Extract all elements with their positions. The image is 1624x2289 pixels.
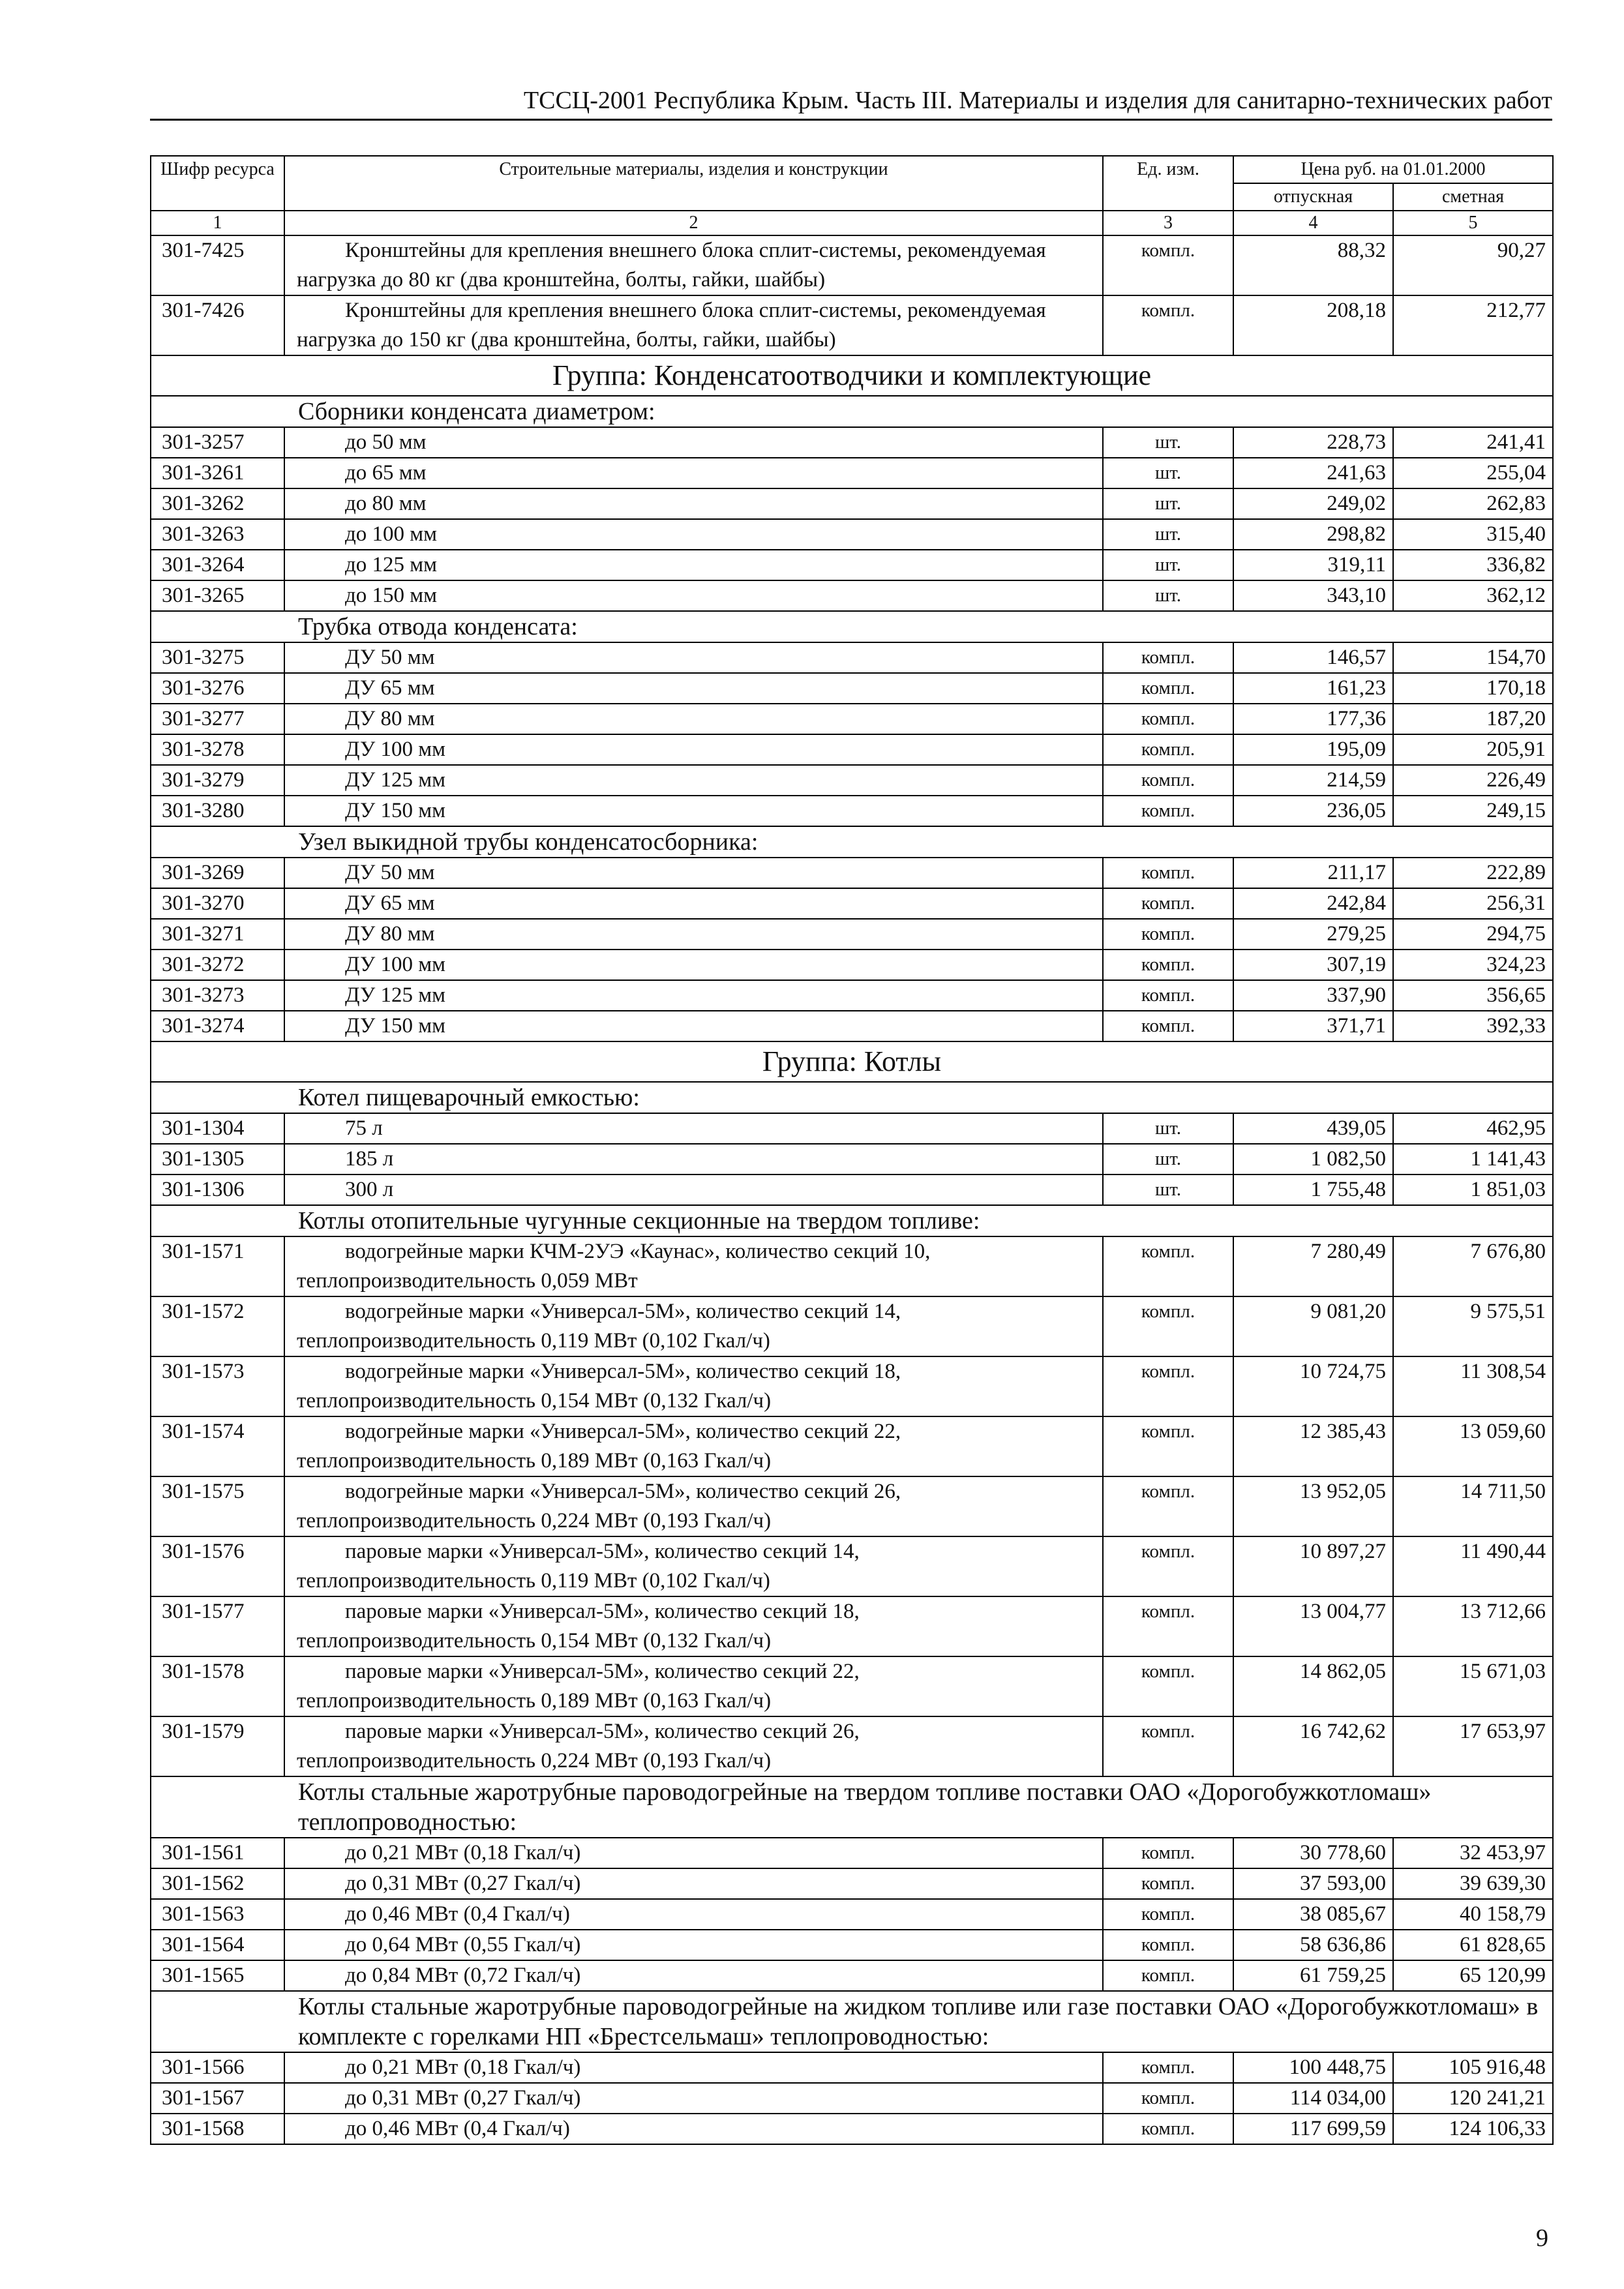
item-description: 75 л	[284, 1113, 1103, 1144]
release-price: 161,23	[1233, 673, 1393, 704]
subgroup-heading: Узел выкидной трубы конденсатосборника:	[151, 826, 1553, 858]
unit-of-measure: компл.	[1103, 796, 1233, 826]
unit-of-measure: компл.	[1103, 1536, 1233, 1596]
release-price: 114 034,00	[1233, 2083, 1393, 2114]
estimate-price: 13 059,60	[1393, 1416, 1553, 1476]
item-description: до 0,46 МВт (0,4 Гкал/ч)	[284, 1899, 1103, 1930]
release-price: 343,10	[1233, 580, 1393, 611]
item-description: ДУ 150 мм	[284, 796, 1103, 826]
estimate-price: 212,77	[1393, 295, 1553, 355]
estimate-price: 105 916,48	[1393, 2052, 1553, 2083]
group-heading: Группа: Конденсатоотводчики и комплектующие	[151, 355, 1553, 396]
unit-of-measure: шт.	[1103, 488, 1233, 519]
item-description: ДУ 65 мм	[284, 673, 1103, 704]
estimate-price: 336,82	[1393, 550, 1553, 580]
resource-code: 301-7426	[151, 295, 284, 355]
estimate-price: 90,27	[1393, 235, 1553, 295]
estimate-price: 1 141,43	[1393, 1144, 1553, 1174]
estimate-price: 120 241,21	[1393, 2083, 1553, 2114]
column-number-row	[151, 211, 1553, 235]
table-row	[151, 1596, 1553, 1656]
subgroup-heading-row	[151, 1991, 1553, 2052]
column-number: 3	[1103, 211, 1233, 235]
release-price: 1 082,50	[1233, 1144, 1393, 1174]
subgroup-heading-row	[151, 1205, 1553, 1236]
estimate-price: 205,91	[1393, 734, 1553, 765]
item-description: до 80 мм	[284, 488, 1103, 519]
resource-code: 301-3264	[151, 550, 284, 580]
unit-of-measure: компл.	[1103, 2083, 1233, 2114]
header-unit: Ед. изм.	[1103, 156, 1233, 211]
unit-of-measure: компл.	[1103, 2114, 1233, 2144]
table-row	[151, 1868, 1553, 1899]
resource-code: 301-3270	[151, 888, 284, 919]
release-price: 249,02	[1233, 488, 1393, 519]
price-table	[150, 155, 1554, 2145]
release-price: 117 699,59	[1233, 2114, 1393, 2144]
release-price: 7 280,49	[1233, 1236, 1393, 1296]
estimate-price: 11 308,54	[1393, 1356, 1553, 1416]
table-row	[151, 1296, 1553, 1356]
item-description: водогрейные марки «Универсал-5М», количество секций 26, теплопроизводительность 0,224 МВт (0,193 Гкал/ч)	[284, 1476, 1103, 1536]
release-price: 12 385,43	[1233, 1416, 1393, 1476]
table-row	[151, 642, 1553, 673]
release-price: 279,25	[1233, 919, 1393, 950]
table-row	[151, 673, 1553, 704]
item-description: ДУ 65 мм	[284, 888, 1103, 919]
table-row	[151, 919, 1553, 950]
estimate-price: 14 711,50	[1393, 1476, 1553, 1536]
release-price: 371,71	[1233, 1011, 1393, 1041]
resource-code: 301-3274	[151, 1011, 284, 1041]
release-price: 14 862,05	[1233, 1656, 1393, 1716]
item-description: водогрейные марки КЧМ-2УЭ «Каунас», количество секций 10, теплопроизводительность 0,059 МВт	[284, 1236, 1103, 1296]
estimate-price: 187,20	[1393, 704, 1553, 734]
estimate-price: 170,18	[1393, 673, 1553, 704]
table-row	[151, 980, 1553, 1011]
resource-code: 301-1306	[151, 1174, 284, 1205]
resource-code: 301-1567	[151, 2083, 284, 2114]
subgroup-heading: Сборники конденсата диаметром:	[151, 396, 1553, 427]
resource-code: 301-1574	[151, 1416, 284, 1476]
item-description: до 125 мм	[284, 550, 1103, 580]
resource-code: 301-1576	[151, 1536, 284, 1596]
unit-of-measure: компл.	[1103, 980, 1233, 1011]
unit-of-measure: компл.	[1103, 1899, 1233, 1930]
release-price: 13 952,05	[1233, 1476, 1393, 1536]
resource-code: 301-1579	[151, 1716, 284, 1776]
column-number: 4	[1233, 211, 1393, 235]
table-header-row-1	[151, 156, 1553, 183]
estimate-price: 17 653,97	[1393, 1716, 1553, 1776]
resource-code: 301-3263	[151, 519, 284, 550]
column-number: 1	[151, 211, 284, 235]
resource-code: 301-3276	[151, 673, 284, 704]
estimate-price: 256,31	[1393, 888, 1553, 919]
estimate-price: 241,41	[1393, 427, 1553, 458]
item-description: до 0,64 МВт (0,55 Гкал/ч)	[284, 1930, 1103, 1960]
unit-of-measure: компл.	[1103, 642, 1233, 673]
item-description: ДУ 50 мм	[284, 642, 1103, 673]
unit-of-measure: компл.	[1103, 295, 1233, 355]
estimate-price: 362,12	[1393, 580, 1553, 611]
resource-code: 301-3278	[151, 734, 284, 765]
resource-code: 301-1562	[151, 1868, 284, 1899]
estimate-price: 39 639,30	[1393, 1868, 1553, 1899]
resource-code: 301-1572	[151, 1296, 284, 1356]
resource-code: 301-3269	[151, 858, 284, 888]
estimate-price: 255,04	[1393, 458, 1553, 488]
item-description: паровые марки «Универсал-5М», количество секций 14, теплопроизводительность 0,119 МВт (0,102 Гкал/ч)	[284, 1536, 1103, 1596]
table-body	[151, 235, 1553, 2144]
group-heading-row	[151, 1041, 1553, 1082]
resource-code: 301-1565	[151, 1960, 284, 1991]
release-price: 37 593,00	[1233, 1868, 1393, 1899]
unit-of-measure: компл.	[1103, 1930, 1233, 1960]
resource-code: 301-1305	[151, 1144, 284, 1174]
table-row	[151, 950, 1553, 980]
header-code: Шифр ресурса	[151, 156, 284, 211]
item-description: до 65 мм	[284, 458, 1103, 488]
estimate-price: 32 453,97	[1393, 1838, 1553, 1868]
resource-code: 301-3261	[151, 458, 284, 488]
table-row	[151, 704, 1553, 734]
unit-of-measure: компл.	[1103, 1476, 1233, 1536]
item-description: ДУ 125 мм	[284, 980, 1103, 1011]
group-heading-row	[151, 355, 1553, 396]
unit-of-measure: шт.	[1103, 550, 1233, 580]
unit-of-measure: компл.	[1103, 765, 1233, 796]
item-description: до 0,21 МВт (0,18 Гкал/ч)	[284, 2052, 1103, 2083]
resource-code: 301-3257	[151, 427, 284, 458]
header-release-price: отпускная	[1233, 183, 1393, 211]
table-row	[151, 2114, 1553, 2144]
resource-code: 301-1564	[151, 1930, 284, 1960]
resource-code: 301-3265	[151, 580, 284, 611]
unit-of-measure: компл.	[1103, 1416, 1233, 1476]
unit-of-measure: компл.	[1103, 704, 1233, 734]
unit-of-measure: компл.	[1103, 888, 1233, 919]
table-row	[151, 235, 1553, 295]
estimate-price: 11 490,44	[1393, 1536, 1553, 1596]
table-row	[151, 1356, 1553, 1416]
table-row	[151, 427, 1553, 458]
item-description: до 0,31 МВт (0,27 Гкал/ч)	[284, 1868, 1103, 1899]
unit-of-measure: компл.	[1103, 734, 1233, 765]
page-header-title: ТССЦ-2001 Республика Крым. Часть III. Материалы и изделия для санитарно-технических работ	[523, 87, 1552, 114]
estimate-price: 315,40	[1393, 519, 1553, 550]
table-row	[151, 2083, 1553, 2114]
unit-of-measure: шт.	[1103, 1144, 1233, 1174]
table-row	[151, 1899, 1553, 1930]
table-row	[151, 2052, 1553, 2083]
table-row	[151, 858, 1553, 888]
unit-of-measure: компл.	[1103, 950, 1233, 980]
resource-code: 301-1573	[151, 1356, 284, 1416]
item-description: 185 л	[284, 1144, 1103, 1174]
item-description: до 0,84 МВт (0,72 Гкал/ч)	[284, 1960, 1103, 1991]
unit-of-measure: компл.	[1103, 1236, 1233, 1296]
table-row	[151, 550, 1553, 580]
resource-code: 301-1561	[151, 1838, 284, 1868]
estimate-price: 262,83	[1393, 488, 1553, 519]
release-price: 16 742,62	[1233, 1716, 1393, 1776]
unit-of-measure: компл.	[1103, 2052, 1233, 2083]
resource-code: 301-1563	[151, 1899, 284, 1930]
subgroup-heading-row	[151, 1082, 1553, 1113]
estimate-price: 65 120,99	[1393, 1960, 1553, 1991]
table-row	[151, 1838, 1553, 1868]
item-description: ДУ 125 мм	[284, 765, 1103, 796]
estimate-price: 61 828,65	[1393, 1930, 1553, 1960]
unit-of-measure: компл.	[1103, 1011, 1233, 1041]
resource-code: 301-1575	[151, 1476, 284, 1536]
table-row	[151, 1476, 1553, 1536]
item-description: 300 л	[284, 1174, 1103, 1205]
table-row	[151, 519, 1553, 550]
subgroup-heading-row	[151, 826, 1553, 858]
table-row	[151, 1716, 1553, 1776]
estimate-price: 356,65	[1393, 980, 1553, 1011]
estimate-price: 13 712,66	[1393, 1596, 1553, 1656]
release-price: 439,05	[1233, 1113, 1393, 1144]
item-description: до 150 мм	[284, 580, 1103, 611]
resource-code: 301-3279	[151, 765, 284, 796]
release-price: 30 778,60	[1233, 1838, 1393, 1868]
column-number: 5	[1393, 211, 1553, 235]
unit-of-measure: компл.	[1103, 858, 1233, 888]
estimate-price: 249,15	[1393, 796, 1553, 826]
estimate-price: 1 851,03	[1393, 1174, 1553, 1205]
release-price: 214,59	[1233, 765, 1393, 796]
item-description: до 0,31 МВт (0,27 Гкал/ч)	[284, 2083, 1103, 2114]
release-price: 195,09	[1233, 734, 1393, 765]
estimate-price: 7 676,80	[1393, 1236, 1553, 1296]
header-price: Цена руб. на 01.01.2000	[1233, 156, 1553, 183]
table-row	[151, 295, 1553, 355]
table-row	[151, 1144, 1553, 1174]
item-description: ДУ 50 мм	[284, 858, 1103, 888]
unit-of-measure: шт.	[1103, 1113, 1233, 1144]
subgroup-heading: Трубка отвода конденсата:	[151, 611, 1553, 642]
resource-code: 301-1566	[151, 2052, 284, 2083]
release-price: 337,90	[1233, 980, 1393, 1011]
item-description: до 50 мм	[284, 427, 1103, 458]
unit-of-measure: шт.	[1103, 1174, 1233, 1205]
estimate-price: 124 106,33	[1393, 2114, 1553, 2144]
header-materials: Строительные материалы, изделия и конструкции	[284, 156, 1103, 211]
estimate-price: 294,75	[1393, 919, 1553, 950]
release-price: 208,18	[1233, 295, 1393, 355]
unit-of-measure: компл.	[1103, 919, 1233, 950]
subgroup-heading: Котлы стальные жаротрубные пароводогрейные на твердом топливе поставки ОАО «Дорогобужкотломаш» теплопроводностью:	[151, 1776, 1553, 1838]
release-price: 211,17	[1233, 858, 1393, 888]
item-description: паровые марки «Универсал-5М», количество секций 18, теплопроизводительность 0,154 МВт (0,132 Гкал/ч)	[284, 1596, 1103, 1656]
table-row	[151, 1113, 1553, 1144]
unit-of-measure: компл.	[1103, 1596, 1233, 1656]
resource-code: 301-3275	[151, 642, 284, 673]
item-description: до 0,46 МВт (0,4 Гкал/ч)	[284, 2114, 1103, 2144]
item-description: паровые марки «Универсал-5М», количество секций 26, теплопроизводительность 0,224 МВт (0,193 Гкал/ч)	[284, 1716, 1103, 1776]
item-description: до 100 мм	[284, 519, 1103, 550]
release-price: 61 759,25	[1233, 1960, 1393, 1991]
release-price: 319,11	[1233, 550, 1393, 580]
resource-code: 301-1571	[151, 1236, 284, 1296]
table-row	[151, 1416, 1553, 1476]
resource-code: 301-3272	[151, 950, 284, 980]
release-price: 10 724,75	[1233, 1356, 1393, 1416]
estimate-price: 392,33	[1393, 1011, 1553, 1041]
header-estimate-price: сметная	[1393, 183, 1553, 211]
unit-of-measure: компл.	[1103, 1960, 1233, 1991]
release-price: 88,32	[1233, 235, 1393, 295]
item-description: водогрейные марки «Универсал-5М», количество секций 22, теплопроизводительность 0,189 МВт (0,163 Гкал/ч)	[284, 1416, 1103, 1476]
unit-of-measure: компл.	[1103, 1356, 1233, 1416]
unit-of-measure: шт.	[1103, 458, 1233, 488]
unit-of-measure: шт.	[1103, 519, 1233, 550]
item-description: Кронштейны для крепления внешнего блока сплит-системы, рекомендуемая нагрузка до 150 кг (два кронштейна, болты, гайки, шайбы)	[284, 295, 1103, 355]
item-description: Кронштейны для крепления внешнего блока сплит-системы, рекомендуемая нагрузка до 80 кг (два кронштейна, болты, гайки, шайбы)	[284, 235, 1103, 295]
release-price: 242,84	[1233, 888, 1393, 919]
table-row	[151, 458, 1553, 488]
item-description: водогрейные марки «Универсал-5М», количество секций 14, теплопроизводительность 0,119 МВт (0,102 Гкал/ч)	[284, 1296, 1103, 1356]
release-price: 100 448,75	[1233, 2052, 1393, 2083]
table-row	[151, 1960, 1553, 1991]
subgroup-heading: Котлы отопительные чугунные секционные на твердом топливе:	[151, 1205, 1553, 1236]
table-row	[151, 796, 1553, 826]
release-price: 10 897,27	[1233, 1536, 1393, 1596]
release-price: 58 636,86	[1233, 1930, 1393, 1960]
release-price: 241,63	[1233, 458, 1393, 488]
estimate-price: 226,49	[1393, 765, 1553, 796]
estimate-price: 324,23	[1393, 950, 1553, 980]
table-row	[151, 1656, 1553, 1716]
unit-of-measure: компл.	[1103, 1838, 1233, 1868]
table-row	[151, 765, 1553, 796]
resource-code: 301-3262	[151, 488, 284, 519]
item-description: водогрейные марки «Универсал-5М», количество секций 18, теплопроизводительность 0,154 МВт (0,132 Гкал/ч)	[284, 1356, 1103, 1416]
estimate-price: 222,89	[1393, 858, 1553, 888]
release-price: 236,05	[1233, 796, 1393, 826]
item-description: ДУ 150 мм	[284, 1011, 1103, 1041]
resource-code: 301-1304	[151, 1113, 284, 1144]
subgroup-heading: Котел пищеварочный емкостью:	[151, 1082, 1553, 1113]
unit-of-measure: компл.	[1103, 1868, 1233, 1899]
table-row	[151, 1536, 1553, 1596]
unit-of-measure: компл.	[1103, 1296, 1233, 1356]
release-price: 228,73	[1233, 427, 1393, 458]
unit-of-measure: компл.	[1103, 1716, 1233, 1776]
group-heading: Группа: Котлы	[151, 1041, 1553, 1082]
subgroup-heading-row	[151, 611, 1553, 642]
estimate-price: 40 158,79	[1393, 1899, 1553, 1930]
table-row	[151, 888, 1553, 919]
release-price: 38 085,67	[1233, 1899, 1393, 1930]
release-price: 177,36	[1233, 704, 1393, 734]
resource-code: 301-1578	[151, 1656, 284, 1716]
subgroup-heading-row	[151, 396, 1553, 427]
release-price: 9 081,20	[1233, 1296, 1393, 1356]
item-description: ДУ 100 мм	[284, 734, 1103, 765]
table-row	[151, 1930, 1553, 1960]
estimate-price: 154,70	[1393, 642, 1553, 673]
unit-of-measure: шт.	[1103, 580, 1233, 611]
unit-of-measure: компл.	[1103, 1656, 1233, 1716]
estimate-price: 15 671,03	[1393, 1656, 1553, 1716]
table-row	[151, 580, 1553, 611]
page-number: 9	[1536, 2224, 1548, 2252]
estimate-price: 9 575,51	[1393, 1296, 1553, 1356]
subgroup-heading-row	[151, 1776, 1553, 1838]
subgroup-heading: Котлы стальные жаротрубные пароводогрейные на жидком топливе или газе поставки ОАО «Дорогобужкотломаш» в комплекте с горелками НП «Брестсельмаш» теплопроводностью:	[151, 1991, 1553, 2052]
resource-code: 301-1568	[151, 2114, 284, 2144]
header-rule	[150, 119, 1552, 121]
table-row	[151, 1174, 1553, 1205]
resource-code: 301-3273	[151, 980, 284, 1011]
release-price: 307,19	[1233, 950, 1393, 980]
release-price: 298,82	[1233, 519, 1393, 550]
resource-code: 301-7425	[151, 235, 284, 295]
release-price: 146,57	[1233, 642, 1393, 673]
item-description: ДУ 100 мм	[284, 950, 1103, 980]
unit-of-measure: компл.	[1103, 673, 1233, 704]
table-row	[151, 488, 1553, 519]
resource-code: 301-1577	[151, 1596, 284, 1656]
unit-of-measure: компл.	[1103, 235, 1233, 295]
table-row	[151, 1236, 1553, 1296]
item-description: ДУ 80 мм	[284, 919, 1103, 950]
table-row	[151, 1011, 1553, 1041]
item-description: ДУ 80 мм	[284, 704, 1103, 734]
item-description: до 0,21 МВт (0,18 Гкал/ч)	[284, 1838, 1103, 1868]
column-number: 2	[284, 211, 1103, 235]
release-price: 13 004,77	[1233, 1596, 1393, 1656]
resource-code: 301-3277	[151, 704, 284, 734]
item-description: паровые марки «Универсал-5М», количество секций 22, теплопроизводительность 0,189 МВт (0,163 Гкал/ч)	[284, 1656, 1103, 1716]
resource-code: 301-3271	[151, 919, 284, 950]
estimate-price: 462,95	[1393, 1113, 1553, 1144]
unit-of-measure: шт.	[1103, 427, 1233, 458]
resource-code: 301-3280	[151, 796, 284, 826]
release-price: 1 755,48	[1233, 1174, 1393, 1205]
table-row	[151, 734, 1553, 765]
